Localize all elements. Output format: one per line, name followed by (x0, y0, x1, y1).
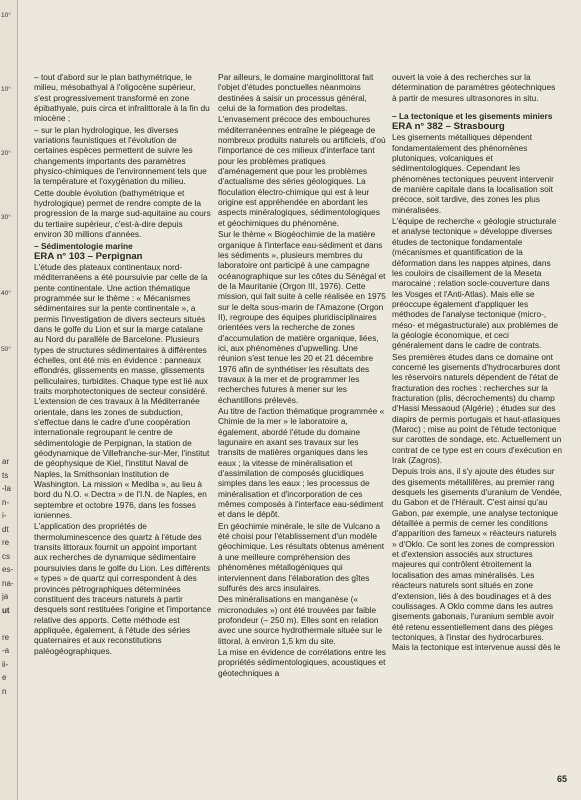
margin-fragment (2, 617, 17, 631)
margin-fragment: ii- (2, 659, 9, 669)
paragraph: Depuis trois ans, il s'y ajoute des études sur des gisements métallifères, au premier rang desquels les gisements d'uranium de Vendée, du Gabon et de l'Hérault. C'est ainsi qu'au Gabon, par exemple, une analyse tectonique détaillée a permis de cerner les conditions d'apparition des fameux « réacteurs naturels » d'Oklo. Ce sont les zones de compression et d'extension associés aux structures majeures qui contrôlent étroitement la localisation des amas minéralisés. Les réacteurs naturels sont situés en zone d'extension, liés à des boudinages et à des coulissages. A Oklo comme dans les autres gisements gabonais, l'uranium semble avoir été retenu essentiellement dans des pièges tectoniques, à l'instar des hydrocarbures. Mais la tectonique est intervenue aussi dès le (392, 466, 562, 653)
paragraph: Des minéralisations en manganèse (« micronodules ») ont été trouvées par faible profondeur (– 250 m). Elles sont en relation avec une source hydrothermale située sur le littoral, à environ 1,5 km du site. (218, 594, 383, 646)
margin-text-fragments (2, 455, 17, 698)
paragraph: – tout d'abord sur le plan bathymétrique, le milieu, mésobathyal à l'oligocène supérieur, s'est progressivement transformé en zone épibathyale, puis circa et infralittorale à la fin du miocène ; (34, 72, 210, 124)
paragraph: Les gisements métalliques dépendent fondamentalement des phénomènes plutoniques, volcaniques et sédimentologiques. Cependant les phénomènes tectoniques peuvent intervenir de manière capitale dans la localisation soit précoce, soit tardive, des zones les plus minéralisées. (392, 132, 554, 215)
paragraph: L'équipe de recherche « géologie structurale et analyse tectonique » développe diverses études de tectonique fondamentale (mécanismes et quantification de la déformation dans les nappes alpines, dans les couloirs de cisaillement de la Meseta marocaine ; relation socle-couverture dans les Vosges et l'Anti-Atlas). Mais elle se préoccupe également d'appliquer les méthodes de l'analyse tectonique (micro-, méso- et mégastructurale) aux problèmes de la géologie économique, et ceci généralement dans le cadre de contrats. (392, 216, 559, 351)
text-column-1 (34, 72, 212, 657)
latitude-label: 20° (1, 150, 11, 157)
margin-fragment: n- (2, 497, 10, 507)
paragraph: Par ailleurs, le domaine marginolittoral fait l'objet d'études ponctuelles néanmoins destinées à saisir un processus général, celui de la formation des prodeltas. (218, 72, 374, 114)
margin-fragment: n (2, 686, 7, 696)
margin-fragment: dt (2, 524, 9, 534)
margin-fragment: cs (2, 551, 10, 561)
section-title: – Sédimentologie marine (34, 240, 133, 251)
margin-fragment: -la (2, 484, 11, 493)
previous-page-margin (0, 0, 18, 800)
paragraph: La mise en évidence de corrélations entre les propriétés sédimentologiques, acoustiques et géotechniques a (218, 646, 386, 678)
margin-fragment: re (2, 538, 10, 547)
margin-fragment: ar (2, 457, 10, 466)
latitude-label: 30° (1, 214, 11, 221)
paragraph: En géochimie minérale, le site de Vulcano a été choisi pour l'établissement d'un modèle géochimique. Les résultats obtenus amènent à une meilleure compréhension des phénomènes métallogéniques qui interviennent dans l'élaboration des gîtes sulfurés des arcs insulaires. (218, 520, 385, 593)
margin-fragment: -a (2, 646, 10, 655)
margin-fragment: e (2, 673, 7, 682)
latitude-label: 10° (1, 86, 11, 93)
page-number: 65 (556, 774, 567, 784)
paragraph: L'envasement précoce des embouchures méditerranéennes entraîne le piégeage de nombreux produits naturels ou artificiels, d'où l'importance de ces milieux d'interface tant pour les problèmes pratiques d'aménagement que pour les problèmes d'actualisme des séries géologiques. La floculation électro-chimique qui est à leur origine est appréhendée en abordant les aspects minéralogiques, sédimentologiques et géochimiques du phénomène. (218, 114, 386, 228)
margin-fragment: ja (2, 592, 9, 601)
paragraph: Ses premières études dans ce domaine ont concerné les gisements d'hydrocarbures dont les réservoirs naturels dépendent de l'état de fracturation des roches : recherches sur la fracturation (plis, décrochements) du champ d'Hassi Messaoud (Algérie) ; études sur des diapirs de permis portugais et haut-atlasiques (Maroc) ; mise au point de l'étude tectonique sur carottes de sondage, etc. Actuellement un contrat de ce type est en cours d'exécution en Irak (Zagros). (392, 351, 562, 466)
margin-fragment: ut (2, 605, 10, 615)
latitude-label: 50° (1, 346, 11, 353)
margin-fragment: i- (2, 511, 7, 520)
paragraph: ouvert la voie à des recherches sur la détermination de paramètres géotechniques à partir de mesures ultrasonores in situ. (392, 72, 556, 103)
paragraph: – sur le plan hydrologique, les diverses variations faunistiques et l'évolution de certaines espèces permettent de suivre les changements importants des paramètres physico-chimiques de l'environnement tels que la température et l'oxygénation du milieu. (34, 124, 207, 187)
margin-fragment: es- (2, 565, 14, 574)
lab-heading: ERA n° 103 – Perpignan (34, 250, 143, 262)
text-column-3 (392, 72, 562, 654)
section-title: – La tectonique et les gisements miniers (392, 111, 553, 122)
lab-heading: ERA n° 382 – Strasbourg (392, 121, 505, 133)
paragraph: L'étude des plateaux continentaux nord-méditerranéens a été poursuivie par celle de la pente continentale. Une action thématique programmée sur le thème : « Mécanismes sédimentaires sur la pente continentale », a permis l'investigation de divers secteurs situés dans le golfe du Lion et sur la marge catalane au Nord du parallèle de Barcelone. Plusieurs types de structures sédimentaires à différentes échelles, ont été mis en évidence : panneaux effondrés, glissements en masse, glissements pelliculaires, turbidites. Chaque type est lié aux traits morphotectoniques de secteur considéré. L'extension de ces travaux à la Méditerranée orientale, dans les zones de subduction, s'effectue dans le cadre d'une coopération internationale regroupant le centre de sédimentologie de Perpignan, la station de géodynamique de Villefranche-sur-Mer, l'institut de géophysique de Kiel, l'institut Naval de Naples, la Smithsonian Institution de Washington. La mission « Mediba », au lieu à bord du N.O. « Dectra » de l'I.N. de Naples, en septembre et octobre 1976, dans les fosses ioniennes. (34, 261, 210, 521)
text-column-2 (218, 72, 386, 679)
margin-fragment: na- (2, 578, 14, 588)
paragraph: L'application des propriétés de thermoluminescence des quartz à l'étude des transits littoraux fournit un appoint important aux recherches de dynamique sédimentaire poursuivies dans le golfe du Lion. Les différents « types » de quartz qui correspondent à des provinces pétrographiques déterminées constituent des traceurs naturels à partir desquels sont restituées l'origine et l'importance relative des apports. Cette méthode est appliquée, également, à l'étude des séries quaternaires et aux reconstitutions paléogéographiques. (34, 521, 212, 656)
margin-fragment: re (2, 632, 10, 642)
paragraph: Cette double évolution (bathymétrique et hydrologique) permet de rendre compte de la progression de la marge sud-aquitaine au cours du tertiaire supérieur, c'est-à-dire depuis environ 30 millions d'années. (34, 187, 211, 240)
latitude-label: 10° (1, 12, 11, 19)
margin-fragment: ts (2, 470, 9, 480)
paragraph: Au titre de l'action thématique programmée « Chimie de la mer » le laboratoire a, également, abordé l'étude du domaine lagunaire en axant ses travaux sur les transits de matières organiques dans les eaux ; la vitesse de minéralisation et d'assimilation de composés glucidiques simples dans les eaux ; les processus de minéralisation et d'incorporation de ces mêmes composés à l'interface eau-sédiment et dans le dépôt. (218, 406, 385, 520)
latitude-label: 40° (1, 290, 11, 297)
paragraph: Sur le thème « Biogéochimie de la matière organique à l'interface eau-sédiment et dans les sédiments », plusieurs membres du laboratoire ont participé à une campagne océanographique sur les côtes du Sénégal et de la Mauritanie (Orgon III, 1976). Cette mission, qui fait suite à celle réalisée en 1975 sur le delta sous-marin de l'Amazone (Orgon II), regroupe des équipes pluridisciplinaires orientées vers la recherche de zones d'accumulation de matière organique, liées, ici, aux phénomènes d'upwelling. Une réunion s'est tenue les 20 et 21 décembre 1976 afin de synthétiser les résultats des travaux à la mer et de programmer les recherches futures à mener sur les échantillons prélevés. (218, 229, 386, 405)
